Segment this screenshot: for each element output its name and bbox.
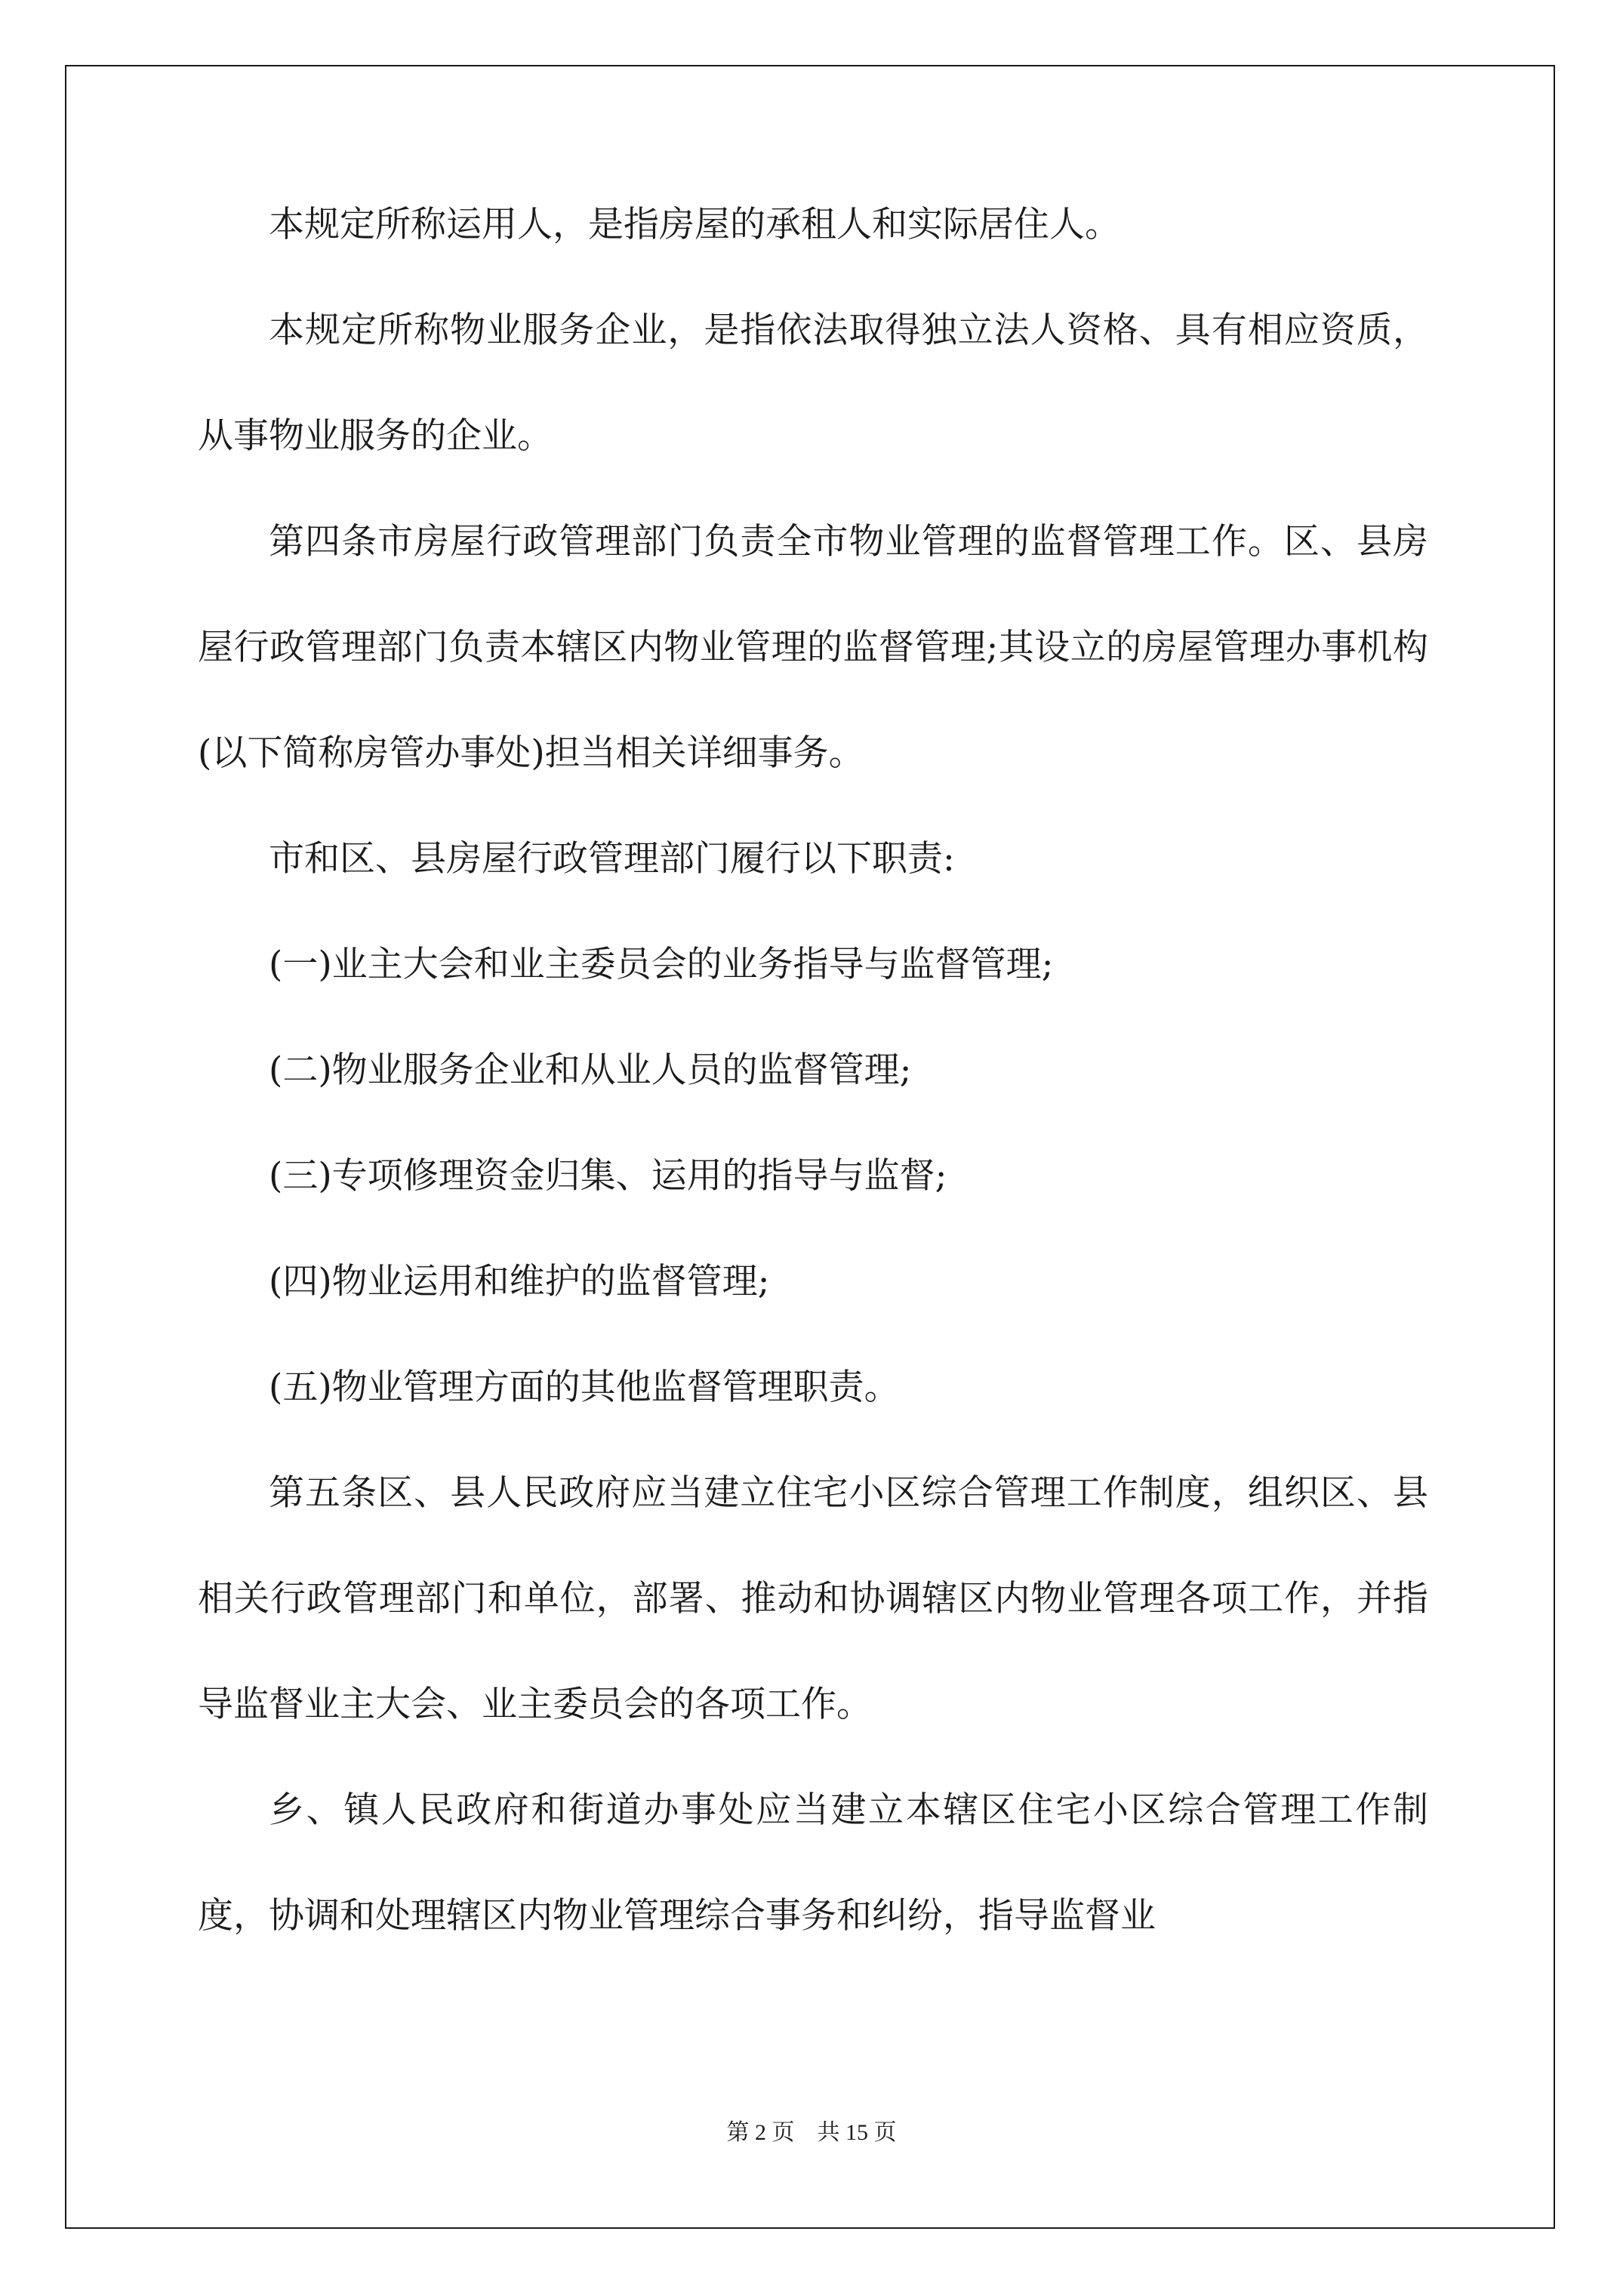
paragraph: 乡、镇人民政府和街道办事处应当建立本辖区住宅小区综合管理工作制度，协调和处理辖区内物业管理综合事务和纠纷，指导监督业 — [198, 1789, 1428, 1937]
paragraph: (三)专项修理资金归集、运用的指导与监督; — [269, 1155, 947, 1197]
paragraph: 本规定所称运用人，是指房屋的承租人和实际居住人。 — [269, 204, 1120, 245]
paragraph: (五)物业管理方面的其他监督管理职责。 — [269, 1367, 900, 1408]
paragraph: 市和区、县房屋行政管理部门履行以下职责: — [269, 838, 955, 880]
paragraph: (一)业主大会和业主委员会的业务指导与监督管理; — [269, 944, 1054, 985]
paragraph: 本规定所称物业服务企业，是指依法取得独立法人资格、具有相应资质，从事物业服务的企业。 — [198, 310, 1428, 457]
paragraph: (二)物业服务企业和从业人员的监督管理; — [269, 1049, 912, 1091]
paragraph: 第四条市房屋行政管理部门负责全市物业管理的监督管理工作。区、县房屋行政管理部门负责本辖区内物业管理的监督管理;其设立的房屋管理办事机构(以下简称房管办事处)担当相关详细事务。 — [198, 521, 1428, 774]
paragraph: 第五条区、县人民政府应当建立住宅小区综合管理工作制度，组织区、县相关行政管理部门和单位，部署、推动和协调辖区内物业管理各项工作，并指导监督业主大会、业主委员会的各项工作。 — [198, 1472, 1428, 1725]
page-footer — [0, 2118, 1623, 2148]
paragraph: (四)物业运用和维护的监督管理; — [269, 1261, 770, 1302]
page-number: 第 2 页 共 15 页 — [726, 2120, 897, 2145]
document-body — [198, 172, 1428, 1969]
